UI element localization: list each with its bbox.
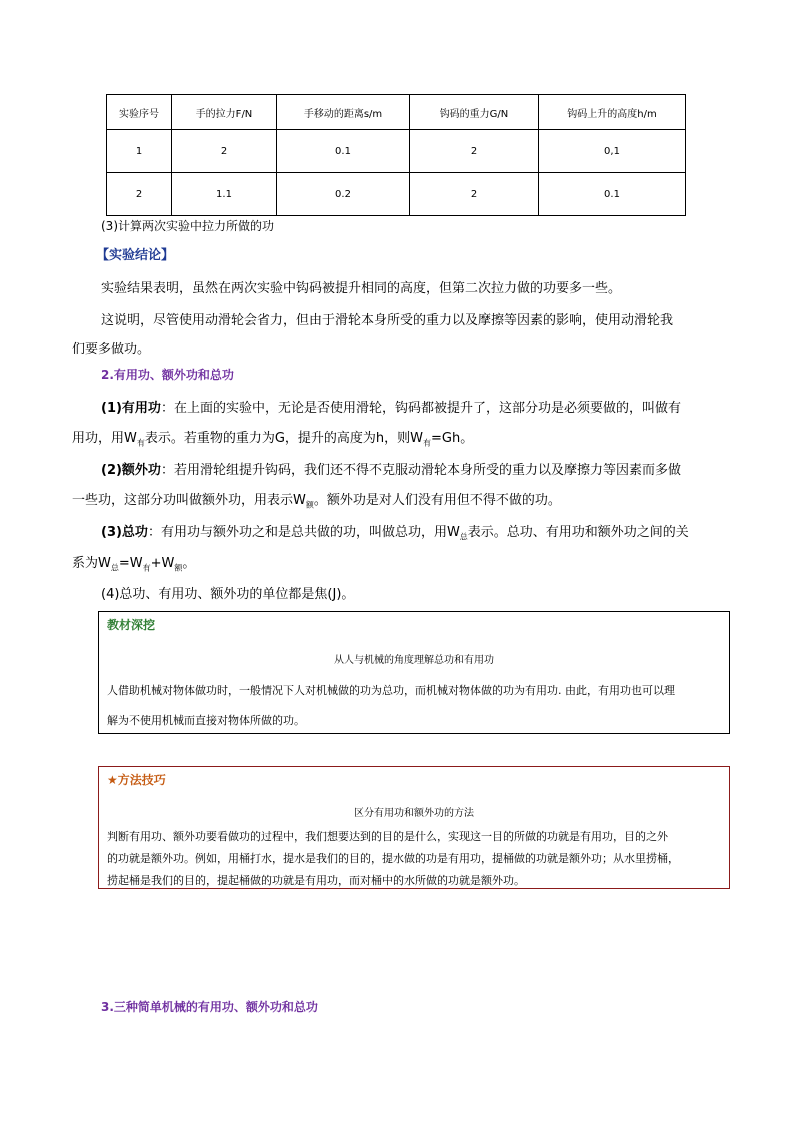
total-work-label: (3)总功 (101, 525, 148, 540)
extra-text-b: 。额外功是对人们没有用但不得不做的功。 (313, 493, 561, 508)
conclusion-heading: 【实验结论】 (96, 248, 175, 263)
conclusion-paragraph-2-line-1: 这说明，尽管使用动滑轮会省力，但由于滑轮本身所受的重力以及摩擦等因素的影响，使用动滑轮我 (101, 313, 674, 328)
units-text: (4)总功、有用功、额外功的单位都是焦(J)。 (101, 587, 355, 602)
extra-work-line-1 (101, 461, 681, 481)
experiment-table (106, 94, 686, 216)
table-cell: 1 (107, 130, 172, 173)
section-3-heading: 3.三种简单机械的有用功、额外功和总功 (101, 1000, 318, 1014)
method-tips-box (98, 766, 730, 889)
sub-useful-2: 有 (423, 438, 432, 448)
sub-useful: 有 (136, 438, 145, 448)
table-row (107, 173, 686, 216)
total-text-c: 系为W (72, 556, 111, 571)
table-cell: 0.2 (277, 173, 410, 216)
table-cell: 0.1 (277, 130, 410, 173)
useful-text-a: 用功，用W (72, 431, 137, 446)
extra-work-text: ：若用滑轮组提升钩码，我们还不得不克服动滑轮本身所受的重力以及摩擦力等因素而多做 (160, 463, 681, 478)
textbook-deep-dive-box (98, 611, 730, 734)
useful-work-line-2 (72, 429, 473, 454)
useful-text-b: 表示。若重物的重力为G，提升的高度为h，则W (144, 431, 424, 446)
table-header-cell: 钩码上升的高度h/m (539, 95, 686, 130)
box-1-line-2: 解为不使用机械而直接对物体所做的功。 (107, 714, 305, 727)
conclusion-paragraph-1: 实验结果表明，虽然在两次实验中钩码被提升相同的高度，但第二次拉力做的功要多一些。 (101, 281, 622, 296)
box-2-title: ★方法技巧 (107, 773, 166, 787)
table-header-row (107, 95, 686, 130)
conclusion-paragraph-2-line-2: 们要多做功。 (72, 342, 151, 357)
table-cell: 2 (107, 173, 172, 216)
table-cell: 0.1 (539, 173, 686, 216)
box-1-title: 教材深挖 (107, 618, 156, 632)
total-text-f: 。 (182, 556, 196, 571)
step-3-text: (3)计算两次实验中拉力所做的功 (101, 219, 274, 233)
total-text-e: +W (150, 556, 175, 571)
table-header-cell: 手的拉力F/N (172, 95, 277, 130)
useful-text-c: =Gh。 (431, 431, 474, 446)
total-work-line-1 (101, 523, 689, 548)
section-2-heading: 2.有用功、额外功和总功 (101, 368, 234, 382)
table-cell: 0,1 (539, 130, 686, 173)
table-cell: 2 (410, 173, 539, 216)
table-cell: 2 (172, 130, 277, 173)
total-text-a: ：有用功与额外功之和是总共做的功，叫做总功，用W (147, 525, 460, 540)
useful-work-text: ：在上面的实验中，无论是否使用滑轮，钩码都被提升了，这部分功是必须要做的，叫做有 (160, 401, 681, 416)
box-1-line-1: 人借助机械对物体做功时，一般情况下人对机械做的功为总功，而机械对物体做的功为有用功. 由此，有用功也可以理 (107, 684, 675, 697)
table-cell: 1.1 (172, 173, 277, 216)
table-cell: 2 (410, 130, 539, 173)
table-row (107, 130, 686, 173)
extra-text-a: 一些功，这部分功叫做额外功，用表示W (72, 493, 306, 508)
box-1-subtitle: 从人与机械的角度理解总功和有用功 (334, 655, 494, 666)
sub-useful-3: 有 (142, 563, 151, 573)
total-text-b: 表示。总功、有用功和额外功之间的关 (467, 525, 689, 540)
box-2-line-3: 捞起桶是我们的目的，提起桶做的功就是有用功，而对桶中的水所做的功就是额外功。 (107, 874, 525, 887)
sub-total: 总 (459, 532, 468, 542)
box-2-line-1: 判断有用功、额外功要看做功的过程中，我们想要达到的目的是什么，实现这一目的所做的功就是有用功，目的之外 (107, 830, 668, 843)
table-header-cell: 手移动的距离s/m (277, 95, 410, 130)
sub-extra-2: 额 (174, 563, 183, 573)
box-2-subtitle: 区分有用功和额外功的方法 (354, 808, 474, 819)
extra-work-label: (2)额外功 (101, 463, 161, 478)
box-2-line-2: 的功就是额外功。例如，用桶打水，提水是我们的目的，提水做的功是有用功，提桶做的功就是额外功；从水里捞桶， (107, 852, 679, 865)
extra-work-line-2 (72, 491, 561, 516)
table-header-cell: 实验序号 (107, 95, 172, 130)
sub-extra: 额 (305, 500, 314, 510)
total-text-d: =W (118, 556, 143, 571)
useful-work-label: (1)有用功 (101, 401, 161, 416)
useful-work-line-1 (101, 399, 681, 419)
table-header-cell: 钩码的重力G/N (410, 95, 539, 130)
total-work-line-2 (72, 554, 195, 579)
sub-total-2: 总 (110, 563, 119, 573)
